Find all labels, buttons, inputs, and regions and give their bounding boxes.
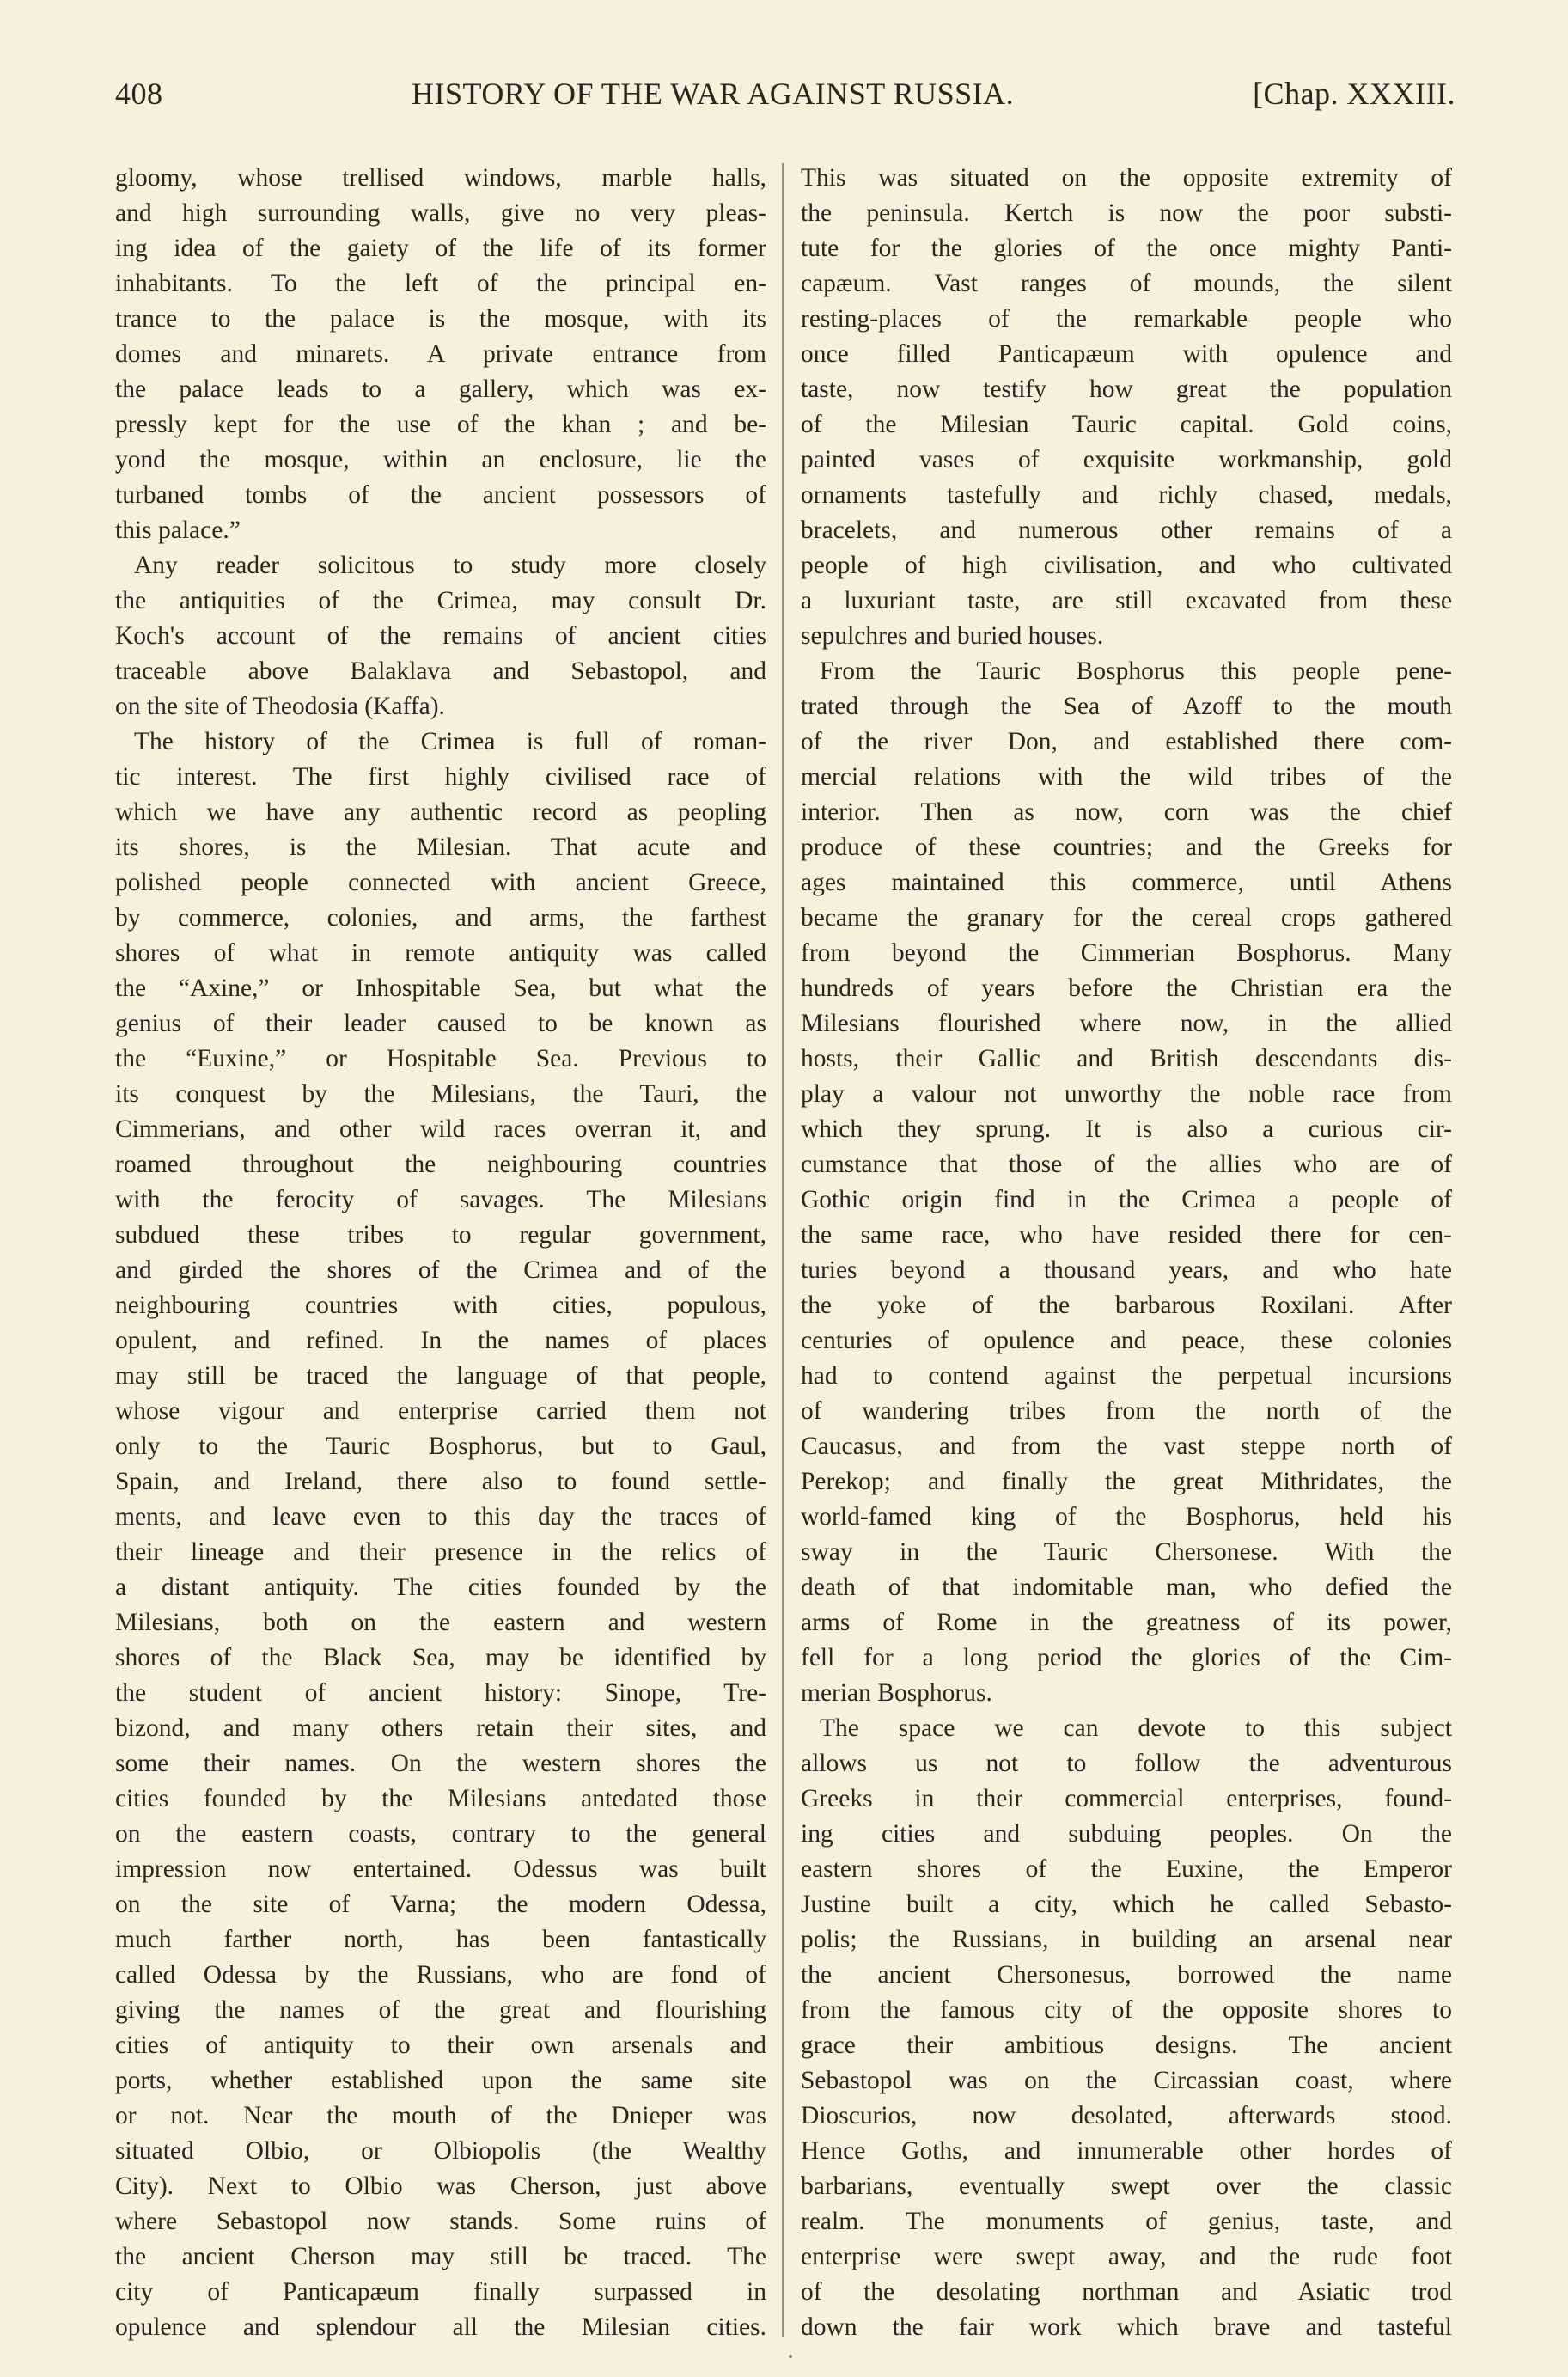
text-line: situated Olbio, or Olbiopolis (the Wealthy [115, 2137, 766, 2165]
text-line: produce of these countries; and the Greeks for [801, 834, 1452, 861]
text-line: giving the names of the great and flourishing [115, 1996, 766, 2024]
text-line: cities founded by the Milesians antedated those [115, 1785, 766, 1812]
text-line: painted vases of exquisite workmanship, gold [801, 446, 1452, 474]
text-line: Hence Goths, and innumerable other hordes of [801, 2137, 1452, 2165]
text-line: the peninsula. Kertch is now the poor substi- [801, 199, 1452, 227]
text-line: of wandering tribes from the north of the [801, 1397, 1452, 1425]
text-line: gloomy, whose trellised windows, marble halls, [115, 164, 766, 192]
text-line: ornaments tastefully and richly chased, medals, [801, 481, 1452, 509]
text-line: This was situated on the opposite extremity of [801, 164, 1452, 192]
text-line: arms of Rome in the greatness of its power, [801, 1609, 1452, 1636]
text-line: ports, whether established upon the same site [115, 2067, 766, 2094]
text-line: ages maintained this commerce, until Athens [801, 869, 1452, 896]
text-line: grace their ambitious designs. The ancient [801, 2032, 1452, 2059]
text-line: the “Axine,” or Inhospitable Sea, but what the [115, 975, 766, 1002]
text-line: the ancient Cherson may still be traced. The [115, 2243, 766, 2270]
text-line: on the eastern coasts, contrary to the general [115, 1820, 766, 1848]
page-number: 408 [115, 76, 163, 111]
text-line: The space we can devote to this subject [820, 1714, 1452, 1742]
text-line: by commerce, colonies, and arms, the farthest [115, 904, 766, 932]
text-line: of the Milesian Tauric capital. Gold coins, [801, 411, 1452, 438]
text-line: the antiquities of the Crimea, may consult Dr. [115, 587, 766, 614]
text-line: turbaned tombs of the ancient possessors of [115, 481, 766, 509]
text-line: city of Panticapæum finally surpassed in [115, 2278, 766, 2306]
text-line: had to contend against the perpetual incursions [801, 1362, 1452, 1390]
text-line: its conquest by the Milesians, the Tauri, the [115, 1080, 766, 1108]
text-line: Greeks in their commercial enterprises, found- [801, 1785, 1452, 1812]
text-line: merian Bosphorus. [801, 1679, 992, 1707]
text-line: the “Euxine,” or Hospitable Sea. Previous to [115, 1045, 766, 1072]
text-line: trated through the Sea of Azoff to the mouth [801, 693, 1452, 720]
text-line: fell for a long period the glories of the Cim- [801, 1644, 1452, 1671]
text-line: inhabitants. To the left of the principal en- [115, 270, 766, 297]
text-line: The history of the Crimea is full of roman- [134, 728, 766, 755]
running-title: HISTORY OF THE WAR AGAINST RUSSIA. [412, 76, 1015, 111]
page-speck [789, 2355, 792, 2358]
text-line: tic interest. The first highly civilised race of [115, 763, 766, 791]
text-line: City). Next to Olbio was Cherson, just above [115, 2172, 766, 2200]
column-divider [782, 163, 784, 2337]
text-line: subdued these tribes to regular government, [115, 1221, 766, 1249]
text-line: polished people connected with ancient Greece, [115, 869, 766, 896]
text-line: of the desolating northman and Asiatic trod [801, 2278, 1452, 2306]
text-line: and high surrounding walls, give no very pleas- [115, 199, 766, 227]
text-line: ing idea of the gaiety of the life of its former [115, 235, 766, 262]
text-line: impression now entertained. Odessus was built [115, 1855, 766, 1883]
text-line: Milesians, both on the eastern and western [115, 1609, 766, 1636]
running-header [115, 76, 1455, 119]
text-line: world-famed king of the Bosphorus, held his [801, 1503, 1452, 1531]
text-line: called Odessa by the Russians, who are fond of [115, 1961, 766, 1989]
text-line: neighbouring countries with cities, populous, [115, 1292, 766, 1319]
text-line: Sebastopol was on the Circassian coast, where [801, 2067, 1452, 2094]
text-line: cumstance that those of the allies who are of [801, 1151, 1452, 1178]
text-line: from the famous city of the opposite shores to [801, 1996, 1452, 2024]
text-line: people of high civilisation, and who cultivated [801, 552, 1452, 579]
text-line: a luxuriant taste, are still excavated from these [801, 587, 1452, 614]
text-line: whose vigour and enterprise carried them not [115, 1397, 766, 1425]
text-line: Caucasus, and from the vast steppe north of [801, 1433, 1452, 1460]
text-line: centuries of opulence and peace, these colonies [801, 1327, 1452, 1354]
text-line: From the Tauric Bosphorus this people pene- [820, 657, 1452, 685]
text-line: once filled Panticapæum with opulence and [801, 340, 1452, 368]
text-line: became the granary for the cereal crops gathered [801, 904, 1452, 932]
text-line: allows us not to follow the adventurous [801, 1750, 1452, 1777]
text-line: death of that indomitable man, who defied the [801, 1573, 1452, 1601]
text-line: cities of antiquity to their own arsenals and [115, 2032, 766, 2059]
text-line: on the site of Theodosia (Kaffa). [115, 693, 445, 720]
text-line: sway in the Tauric Chersonese. With the [801, 1538, 1452, 1566]
text-line: their lineage and their presence in the relics of [115, 1538, 766, 1566]
text-line: realm. The monuments of genius, taste, and [801, 2208, 1452, 2235]
text-line: Any reader solicitous to study more closely [134, 552, 766, 579]
text-line: ing cities and subduing peoples. On the [801, 1820, 1452, 1848]
text-line: from beyond the Cimmerian Bosphorus. Many [801, 939, 1452, 967]
text-line: of the river Don, and established there com- [801, 728, 1452, 755]
text-line: turies beyond a thousand years, and who hate [801, 1256, 1452, 1284]
text-line: resting-places of the remarkable people who [801, 305, 1452, 333]
text-line: pressly kept for the use of the khan ; and be- [115, 411, 766, 438]
text-line: sepulchres and buried houses. [801, 622, 1104, 650]
text-line: or not. Near the mouth of the Dnieper was [115, 2102, 766, 2130]
text-line: its shores, is the Milesian. That acute and [115, 834, 766, 861]
text-line: interior. Then as now, corn was the chief [801, 798, 1452, 826]
text-line: hosts, their Gallic and British descendants dis- [801, 1045, 1452, 1072]
text-line: the same race, who have resided there for cen- [801, 1221, 1452, 1249]
text-line: Gothic origin find in the Crimea a people of [801, 1186, 1452, 1213]
text-line: much farther north, has been fantastically [115, 1926, 766, 1953]
text-line: bizond, and many others retain their sites, and [115, 1714, 766, 1742]
right-column [801, 161, 1452, 2345]
text-line: ments, and leave even to this day the traces of [115, 1503, 766, 1531]
text-line: tute for the glories of the once mighty Panti- [801, 235, 1452, 262]
text-line: Justine built a city, which he called Sebasto- [801, 1891, 1452, 1918]
text-line: which they sprung. It is also a curious cir- [801, 1115, 1452, 1143]
text-line: this palace.” [115, 516, 241, 544]
text-line: taste, now testify how great the population [801, 376, 1452, 403]
text-line: which we have any authentic record as peopling [115, 798, 766, 826]
text-line: Koch's account of the remains of ancient cities [115, 622, 766, 650]
text-line: yond the mosque, within an enclosure, lie the [115, 446, 766, 474]
text-line: shores of the Black Sea, may be identified by [115, 1644, 766, 1671]
text-line: mercial relations with the wild tribes of the [801, 763, 1452, 791]
left-column [115, 161, 766, 2345]
text-line: only to the Tauric Bosphorus, but to Gaul, [115, 1433, 766, 1460]
text-line: roamed throughout the neighbouring countries [115, 1151, 766, 1178]
text-line: Perekop; and finally the great Mithridates, the [801, 1468, 1452, 1495]
text-line: bracelets, and numerous other remains of a [801, 516, 1452, 544]
text-line: the ancient Chersonesus, borrowed the name [801, 1961, 1452, 1989]
text-line: with the ferocity of savages. The Milesians [115, 1186, 766, 1213]
text-line: Spain, and Ireland, there also to found settle- [115, 1468, 766, 1495]
text-line: on the site of Varna; the modern Odessa, [115, 1891, 766, 1918]
text-line: capæum. Vast ranges of mounds, the silent [801, 270, 1452, 297]
text-line: down the fair work which brave and tasteful [801, 2313, 1452, 2341]
text-line: where Sebastopol now stands. Some ruins of [115, 2208, 766, 2235]
text-line: polis; the Russians, in building an arsenal near [801, 1926, 1452, 1953]
text-line: traceable above Balaklava and Sebastopol, and [115, 657, 766, 685]
text-line: opulence and splendour all the Milesian cities. [115, 2313, 766, 2341]
text-line: Milesians flourished where now, in the allied [801, 1010, 1452, 1037]
text-line: the yoke of the barbarous Roxilani. After [801, 1292, 1452, 1319]
text-line: Cimmerians, and other wild races overran it, and [115, 1115, 766, 1143]
text-line: may still be traced the language of that people, [115, 1362, 766, 1390]
text-line: play a valour not unworthy the noble race from [801, 1080, 1452, 1108]
text-line: eastern shores of the Euxine, the Emperor [801, 1855, 1452, 1883]
text-line: the palace leads to a gallery, which was ex- [115, 376, 766, 403]
text-line: opulent, and refined. In the names of places [115, 1327, 766, 1354]
text-line: the student of ancient history: Sinope, Tre- [115, 1679, 766, 1707]
text-line: genius of their leader caused to be known as [115, 1010, 766, 1037]
text-line: trance to the palace is the mosque, with its [115, 305, 766, 333]
text-line: a distant antiquity. The cities founded by the [115, 1573, 766, 1601]
text-line: domes and minarets. A private entrance from [115, 340, 766, 368]
text-line: Dioscurios, now desolated, afterwards stood. [801, 2102, 1452, 2130]
text-line: some their names. On the western shores the [115, 1750, 766, 1777]
text-line: barbarians, eventually swept over the classic [801, 2172, 1452, 2200]
text-line: shores of what in remote antiquity was called [115, 939, 766, 967]
text-line: hundreds of years before the Christian era the [801, 975, 1452, 1002]
chapter-label: [Chap. XXXIII. [1253, 76, 1455, 111]
text-line: and girded the shores of the Crimea and of the [115, 1256, 766, 1284]
text-line: enterprise were swept away, and the rude foot [801, 2243, 1452, 2270]
